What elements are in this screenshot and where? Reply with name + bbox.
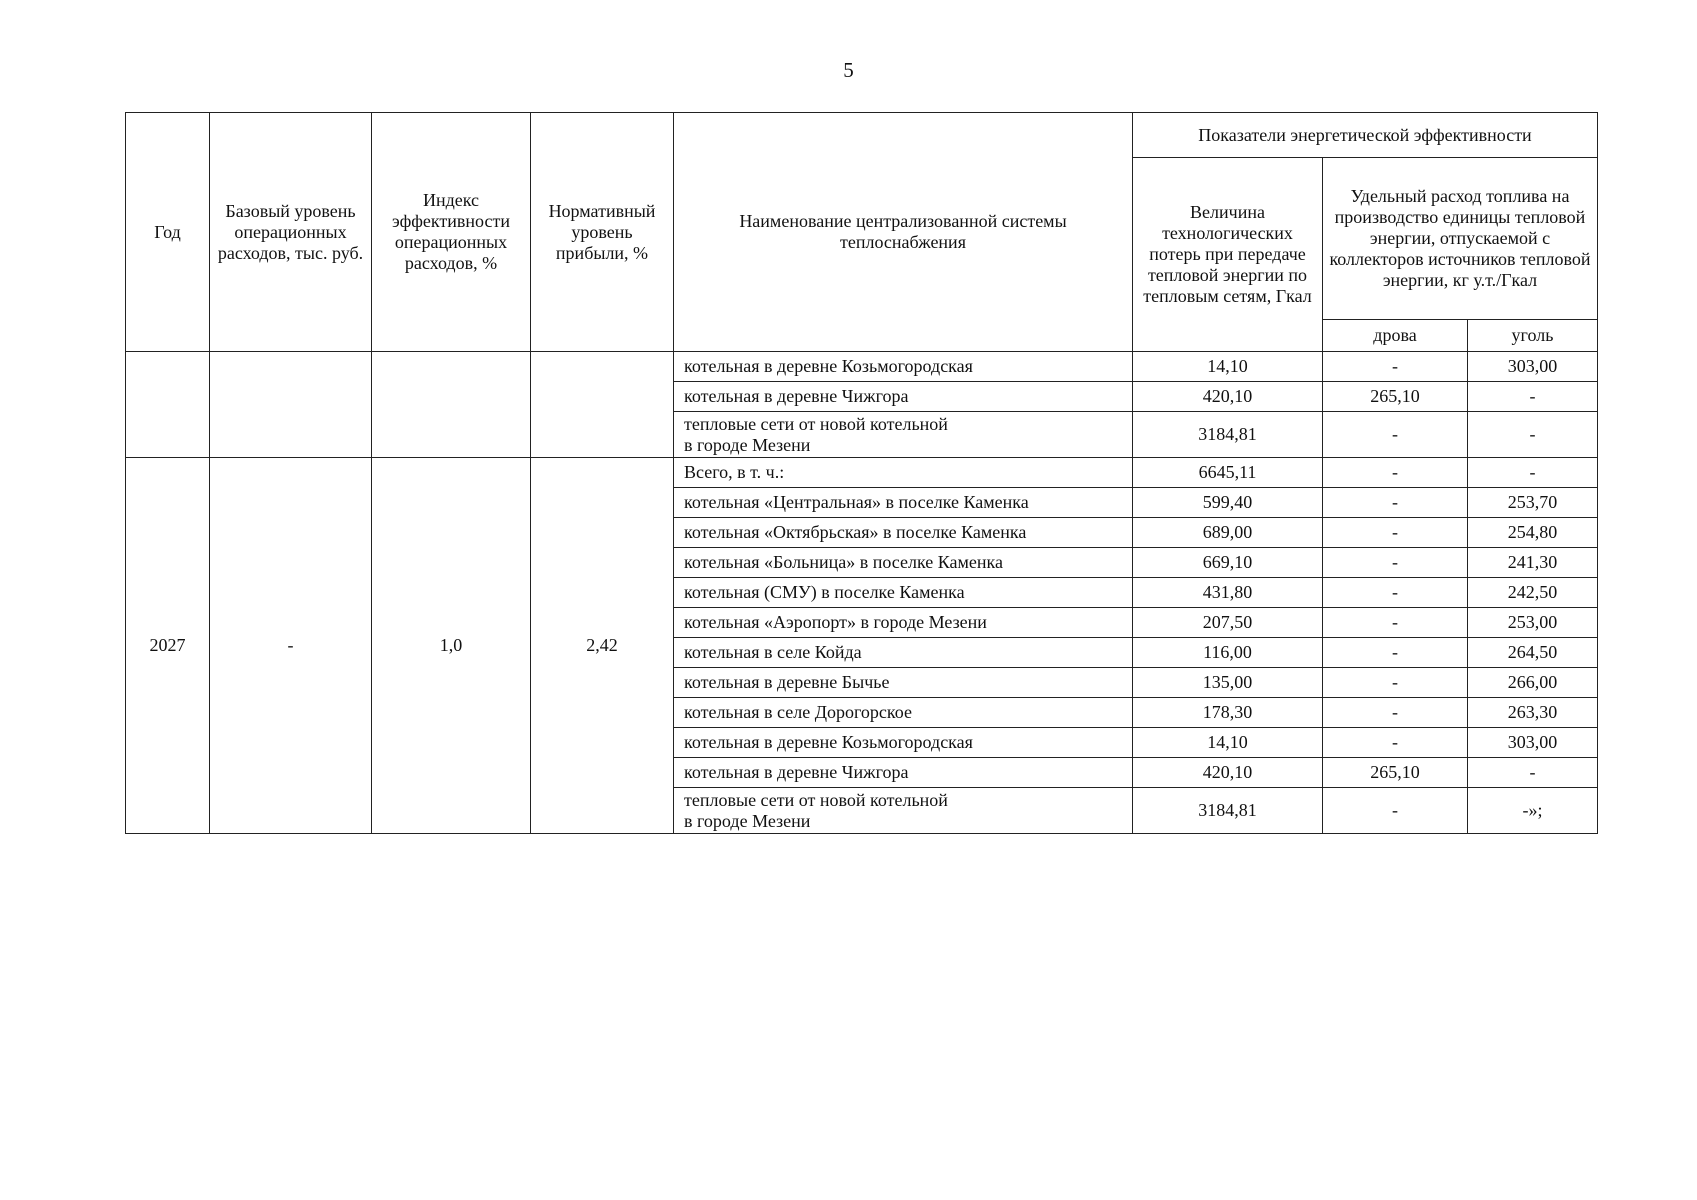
- losses-cell: 14,10: [1133, 728, 1323, 758]
- group2-year: 2027: [126, 458, 210, 834]
- losses-cell: 3184,81: [1133, 788, 1323, 834]
- coal-cell: 266,00: [1468, 668, 1598, 698]
- system-name-cell: котельная в селе Койда: [674, 638, 1133, 668]
- wood-cell: -: [1323, 458, 1468, 488]
- wood-cell: -: [1323, 698, 1468, 728]
- system-name-line: в городе Мезени: [684, 434, 811, 455]
- losses-cell: 3184,81: [1133, 412, 1323, 458]
- coal-cell: -: [1468, 458, 1598, 488]
- group1-base-level: [210, 352, 372, 458]
- header-system-name: Наименование централизованной системы теплоснабжения: [674, 113, 1133, 352]
- wood-cell: -: [1323, 638, 1468, 668]
- losses-cell: 599,40: [1133, 488, 1323, 518]
- coal-cell: 303,00: [1468, 728, 1598, 758]
- system-name-cell: котельная «Октябрьская» в поселке Каменка: [674, 518, 1133, 548]
- losses-cell: 6645,11: [1133, 458, 1323, 488]
- wood-cell: -: [1323, 488, 1468, 518]
- header-coal: уголь: [1468, 320, 1598, 352]
- header-base-level: Базовый уровень операционных расходов, тыс. руб.: [210, 113, 372, 352]
- header-normative-profit: Нормативный уровень прибыли, %: [531, 113, 674, 352]
- losses-cell: 431,80: [1133, 578, 1323, 608]
- coal-cell: 263,30: [1468, 698, 1598, 728]
- group1-year: [126, 352, 210, 458]
- header-energy-efficiency: Показатели энергетической эффективности: [1133, 113, 1598, 158]
- wood-cell: -: [1323, 352, 1468, 382]
- header-losses: Величина технологических потерь при передаче тепловой энергии по тепловым сетям, Гкал: [1133, 158, 1323, 352]
- coal-cell: -»;: [1468, 788, 1598, 834]
- system-name-cell: котельная в деревне Чижгора: [674, 382, 1133, 412]
- system-name-cell: котельная «Больница» в поселке Каменка: [674, 548, 1133, 578]
- losses-cell: 669,10: [1133, 548, 1323, 578]
- system-name-cell: котельная в деревне Бычье: [674, 668, 1133, 698]
- wood-cell: -: [1323, 548, 1468, 578]
- header-year: Год: [126, 113, 210, 352]
- coal-cell: 303,00: [1468, 352, 1598, 382]
- header-fuel-consumption: Удельный расход топлива на производство единицы тепловой энергии, отпускаемой с коллекторов источников тепловой энергии, кг у.т./Гкал: [1323, 158, 1598, 320]
- losses-cell: 207,50: [1133, 608, 1323, 638]
- wood-cell: -: [1323, 668, 1468, 698]
- system-name-cell: котельная в деревне Козьмогородская: [674, 728, 1133, 758]
- coal-cell: -: [1468, 382, 1598, 412]
- wood-cell: -: [1323, 412, 1468, 458]
- header-wood: дрова: [1323, 320, 1468, 352]
- wood-cell: -: [1323, 578, 1468, 608]
- system-name-cell: Всего, в т. ч.:: [674, 458, 1133, 488]
- system-name-cell: котельная в деревне Козьмогородская: [674, 352, 1133, 382]
- losses-cell: 420,10: [1133, 758, 1323, 788]
- losses-cell: 14,10: [1133, 352, 1323, 382]
- system-name-line: тепловые сети от новой котельной: [684, 789, 948, 810]
- losses-cell: 116,00: [1133, 638, 1323, 668]
- group1-normative-profit: [531, 352, 674, 458]
- coal-cell: -: [1468, 412, 1598, 458]
- group2-base-level: -: [210, 458, 372, 834]
- system-name-cell: котельная в деревне Чижгора: [674, 758, 1133, 788]
- coal-cell: 242,50: [1468, 578, 1598, 608]
- system-name-cell: котельная «Центральная» в поселке Каменка: [674, 488, 1133, 518]
- wood-cell: 265,10: [1323, 382, 1468, 412]
- wood-cell: -: [1323, 728, 1468, 758]
- wood-cell: -: [1323, 608, 1468, 638]
- coal-cell: 264,50: [1468, 638, 1598, 668]
- coal-cell: 253,00: [1468, 608, 1598, 638]
- page-number: 5: [843, 58, 854, 82]
- system-name-line: в городе Мезени: [684, 810, 811, 831]
- losses-cell: 178,30: [1133, 698, 1323, 728]
- losses-cell: 135,00: [1133, 668, 1323, 698]
- energy-efficiency-table: [125, 112, 1598, 834]
- coal-cell: -: [1468, 758, 1598, 788]
- group1-efficiency-index: [372, 352, 531, 458]
- coal-cell: 253,70: [1468, 488, 1598, 518]
- group2-normative-profit: 2,42: [531, 458, 674, 834]
- system-name-cell: [674, 412, 1133, 458]
- losses-cell: 689,00: [1133, 518, 1323, 548]
- header-efficiency-index: Индекс эффективности операционных расходов, %: [372, 113, 531, 352]
- system-name-cell: котельная «Аэропорт» в городе Мезени: [674, 608, 1133, 638]
- system-name-cell: котельная (СМУ) в поселке Каменка: [674, 578, 1133, 608]
- group2-efficiency-index: 1,0: [372, 458, 531, 834]
- coal-cell: 241,30: [1468, 548, 1598, 578]
- system-name-line: тепловые сети от новой котельной: [684, 413, 948, 434]
- wood-cell: 265,10: [1323, 758, 1468, 788]
- coal-cell: 254,80: [1468, 518, 1598, 548]
- wood-cell: -: [1323, 788, 1468, 834]
- wood-cell: -: [1323, 518, 1468, 548]
- system-name-cell: [674, 788, 1133, 834]
- losses-cell: 420,10: [1133, 382, 1323, 412]
- system-name-cell: котельная в селе Дорогорское: [674, 698, 1133, 728]
